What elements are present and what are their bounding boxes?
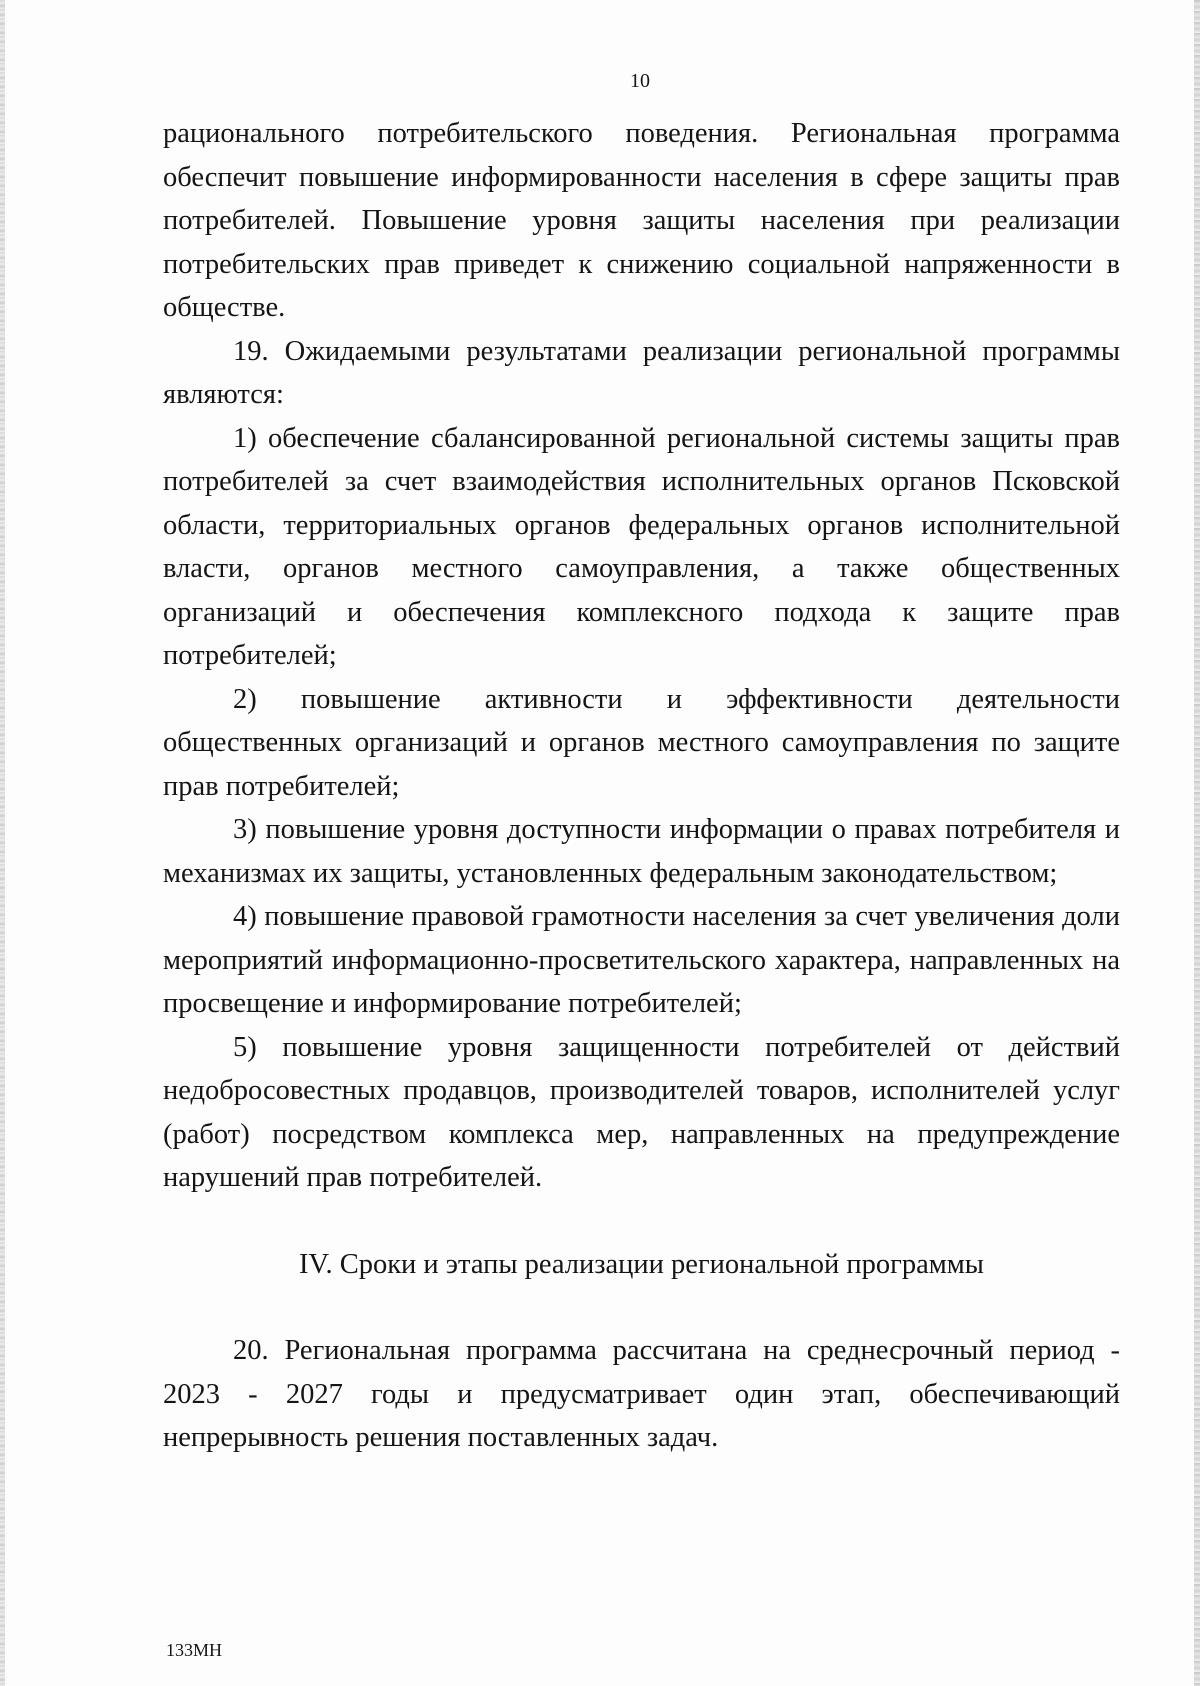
list-item-1: 1) обеспечение сбалансированной региональной системы защиты прав потребителей за счет взаимодействия исполнительных органов Псковской области, территориальных органов федеральных органов исполнительной власти, органов местного самоуправления, а также общественных организаций и обеспечения комплексного подхода к защите прав потребителей; bbox=[163, 422, 1120, 671]
list-item-3: 3) повышение уровня доступности информации о правах потребителя и механизмах их защиты, установленных федеральным законодательством; bbox=[163, 814, 1120, 889]
section-heading: IV. Сроки и этапы реализации региональной программы bbox=[299, 1248, 984, 1280]
scan-right-edge bbox=[1194, 0, 1200, 1686]
document-body bbox=[163, 112, 1120, 1460]
list-item-2: 2) повышение активности и эффективности деятельности общественных организаций и органов местного самоуправления по защите прав потребителей; bbox=[163, 683, 1120, 802]
paragraph-item-19: 19. Ожидаемыми результатами реализации региональной программы являются: bbox=[163, 335, 1120, 410]
list-item-4: 4) повышение правовой грамотности населения за счет увеличения доли мероприятий информационно-просветительского характера, направленных на просвещение и информирование потребителей; bbox=[163, 901, 1120, 1019]
scan-left-edge bbox=[0, 0, 5, 1686]
document-code: 133МН bbox=[166, 1640, 223, 1660]
page-number: 10 bbox=[630, 70, 650, 92]
paragraph-continuation: рационального потребительского поведения. Региональная программа обеспечит повышение информированности населения в сфере защиты прав потребителей. Повышение уровня защиты населения при реализации потребительских прав приведет к снижению социальной напряженности в обществе. bbox=[163, 118, 1120, 323]
paragraph-item-20: 20. Региональная программа рассчитана на среднесрочный период - 2023 - 2027 годы и предусматривает один этап, обеспечивающий непрерывность решения поставленных задач. bbox=[163, 1335, 1120, 1453]
list-item-5: 5) повышение уровня защищенности потребителей от действий недобросовестных продавцов, производителей товаров, исполнителей услуг (работ) посредством комплекса мер, направленных на предупреждение нарушений прав потребителей. bbox=[163, 1031, 1120, 1193]
